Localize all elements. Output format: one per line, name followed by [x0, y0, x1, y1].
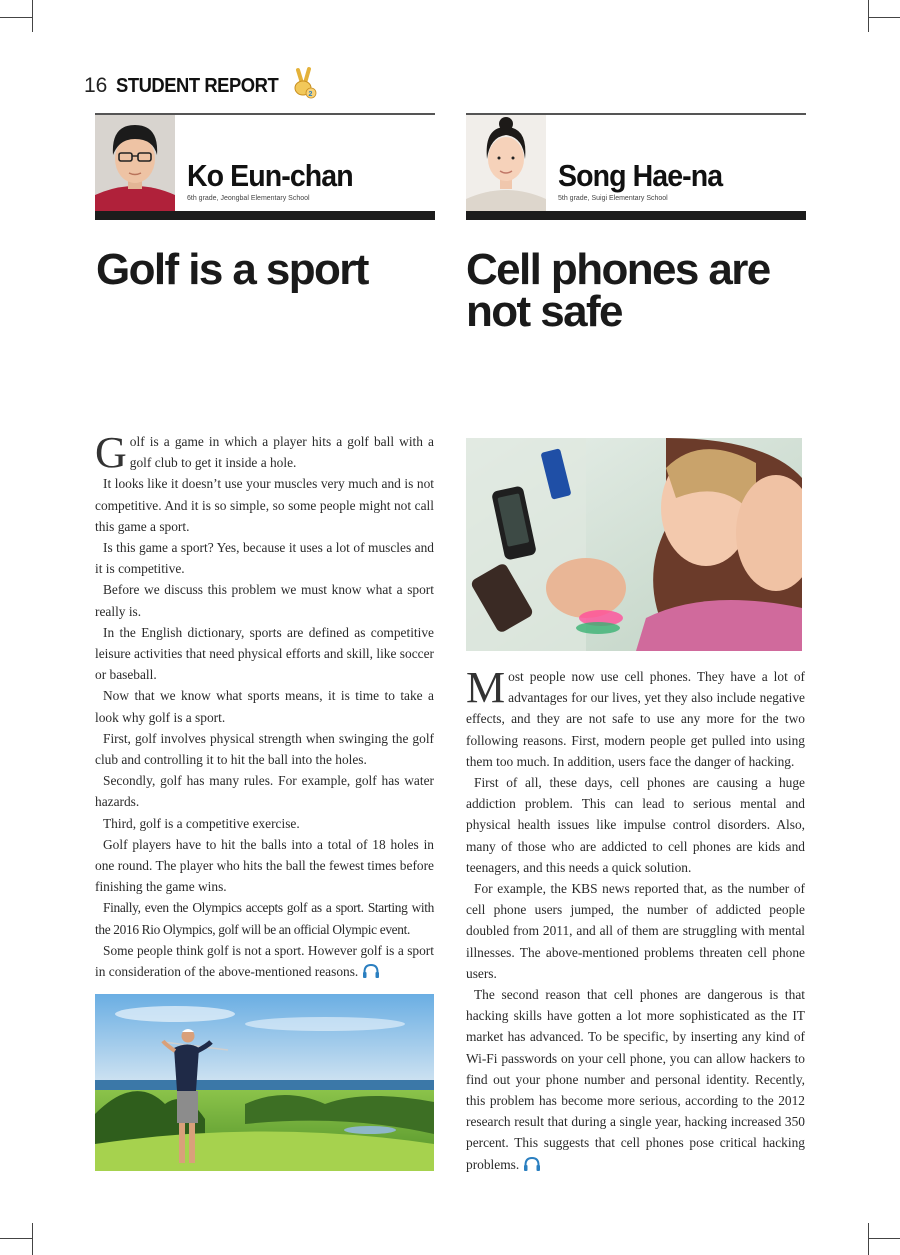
crop-mark	[32, 0, 33, 32]
paragraph: Third, golf is a competitive exercise.	[103, 815, 300, 831]
author-block-left	[95, 113, 435, 220]
paragraph: Some people think golf is not a sport. However golf is a sport in consideration of the above-mentioned reasons.	[95, 942, 434, 980]
headline-right	[466, 245, 770, 336]
author-photo	[95, 115, 175, 211]
author-block-right	[466, 113, 806, 220]
page-header	[84, 66, 313, 106]
victory-hand-icon	[290, 66, 318, 100]
crop-mark	[868, 1223, 869, 1255]
headline-left: Golf is a sport	[96, 245, 368, 294]
author-bar	[466, 211, 806, 220]
crop-mark	[32, 1223, 33, 1255]
paragraph: For example, the KBS news reported that, as the number of cell phone users jumped, the number of addicted people doubled from 2011, and all of them are struggling with mental illnesses. The above-mentioned problems threaten cell phone users.	[466, 881, 805, 981]
author-school: 5th grade, Suigi Elementary School	[558, 195, 668, 202]
article-left	[95, 428, 434, 982]
svg-text:2: 2	[308, 91, 313, 98]
author-name: Ko Eun-chan	[187, 158, 353, 193]
paragraph: The second reason that cell phones are dangerous is that hacking skills have gotten a lot more sophisticated as the IT market has advanced. To be specific, by inserting any kind of Wi-Fi passwords on your cell phone, you can allow hackers to find out your phone number and personal identity. Recently, this problem has become more serious, according to the 2012 research result that during a single year, hacking increased 350 percent. This suggests that cell phones pose critical hacking problems.	[466, 987, 805, 1172]
paragraph: First of all, these days, cell phones are causing a huge addiction problem. This can lead to serious mental and physical health issues like impulse control disorders. Also, many of those who are addicted to cell phones are kids and teenagers, and this needs a quick solution.	[466, 775, 805, 875]
paragraph: Now that we know what sports means, it is time to take a look why golf is a sport.	[95, 688, 434, 725]
page-number: 16	[84, 74, 108, 97]
paragraph: First, golf involves physical strength when swinging the golf club and controlling it to hit the ball into the holes.	[95, 730, 434, 768]
paragraph: Golf is a game in which a player hits a golf ball with a golf club to get it inside a hole.	[95, 428, 434, 477]
paragraph: In the English dictionary, sports are defined as competitive leisure activities that need physical efforts and skill, like soccer or baseball.	[95, 624, 434, 683]
golf-photo	[95, 994, 434, 1171]
paragraph: Golf players have to hit the balls into a total of 18 holes in one round. The player who hits the ball the fewest times before finishing the game wins.	[95, 836, 434, 895]
dropcap: G	[95, 428, 127, 477]
paragraph: Secondly, golf has many rules. For example, golf has water hazards.	[95, 773, 434, 810]
article-right	[466, 663, 805, 1175]
headphone-icon[interactable]	[362, 963, 380, 979]
author-photo	[466, 115, 546, 211]
headline-line: not safe	[466, 287, 622, 336]
author-bar	[95, 211, 435, 220]
paragraph: Finally, even the Olympics accepts golf as a sport. Starting with the 2016 Rio Olympics, golf will be an official Olympic event.	[95, 900, 434, 937]
paragraph: Is this game a sport? Yes, because it uses a lot of muscles and it is competitive.	[95, 540, 434, 577]
cell-phone-photo	[466, 438, 802, 651]
section-title: STUDENT REPORT	[116, 74, 279, 97]
headphone-icon[interactable]	[523, 1156, 541, 1172]
dropcap: M	[466, 663, 506, 712]
crop-mark	[868, 1238, 900, 1239]
paragraph: Most people now use cell phones. They have a lot of advantages for our lives, yet they also include negative effects, and they are not safe to use any more for the two following reasons. First, modern people get pulled into using them too much. In addition, users face the danger of hacking.	[466, 663, 805, 769]
author-name: Song Hae-na	[558, 158, 723, 193]
paragraph: It looks like it doesn’t use your muscles very much and is not competitive. And it is so simple, so some people might not call this game a sport.	[95, 476, 434, 534]
author-school: 6th grade, Jeongbal Elementary School	[187, 195, 310, 202]
crop-mark	[0, 1238, 32, 1239]
paragraph: Before we discuss this problem we must know what a sport really is.	[95, 582, 434, 619]
crop-mark	[868, 0, 869, 32]
crop-mark	[0, 17, 32, 18]
headline-line: Cell phones are	[466, 245, 770, 294]
crop-mark	[868, 17, 900, 18]
